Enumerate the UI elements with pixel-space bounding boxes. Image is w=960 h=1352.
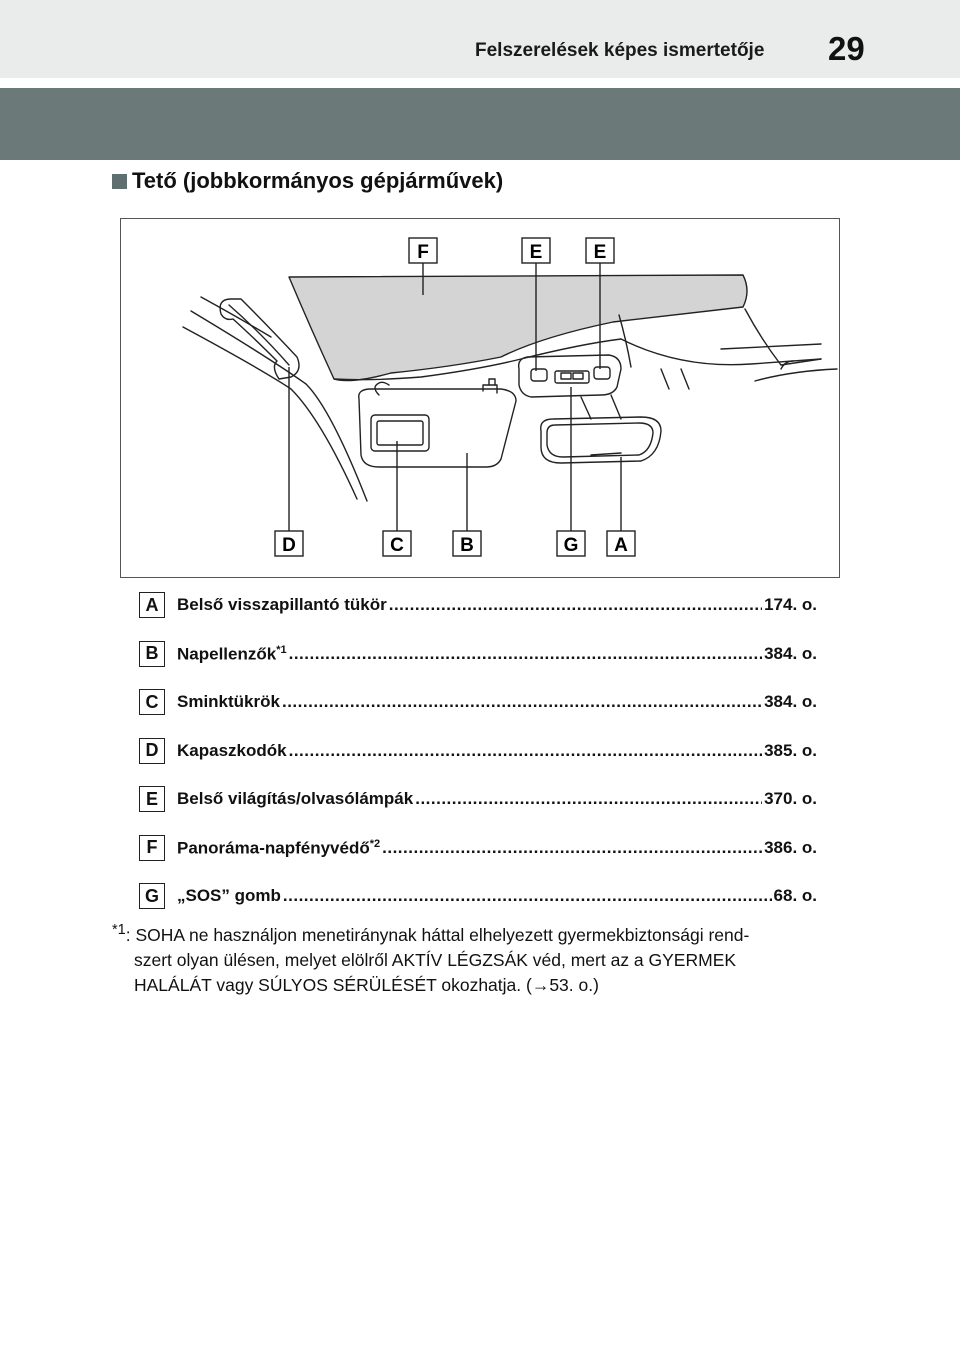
roof-illustration [120,218,840,578]
legend-entry [177,834,817,859]
dot-leader [289,741,762,761]
legend-entry [177,688,817,712]
callout-E-1 [522,238,550,263]
callout-C-text: C [390,535,404,556]
legend-letter-box: A [139,592,165,618]
legend-label: Sminktükrök [177,692,280,711]
legend-letter-box: E [139,786,165,812]
page-number: 29 [828,30,865,67]
callout-F-text: F [417,242,429,263]
legend-item-b [139,640,829,689]
callout-G [557,531,585,556]
callout-B [453,531,481,556]
legend-page-ref: 370. o. [764,789,817,808]
callout-E-2-text: E [593,242,607,263]
legend-page-ref: 384. o. [764,644,817,664]
legend-label: „SOS” gomb [177,886,281,905]
dot-leader [282,692,762,712]
footnote-line: HALÁLÁT vagy SÚLYOS SÉRÜLÉSÉT okozhatja. (→53. o.) [134,974,599,995]
legend-letter-box: D [139,738,165,764]
legend-label: Napellenzők$^{*1}$ [177,643,287,664]
legend-label: Belső visszapillantó tükör [177,595,387,614]
callout-A-text: A [614,535,628,556]
footnote-ref: *1 [276,643,287,656]
callout-A [607,531,635,556]
section-heading [112,168,503,194]
legend-entry [177,882,817,906]
dot-leader [289,644,762,664]
legend-entry [177,737,817,761]
callout-E-2 [586,238,614,263]
legend-entry [177,785,817,809]
dot-leader [389,595,762,615]
footnote-marker: *1 [112,922,126,938]
legend-item-e [139,785,829,834]
panoramic-roof-glass [289,275,747,381]
callout-F [409,238,437,263]
legend-item-a [139,591,829,640]
legend-label: Belső világítás/olvasólámpák [177,789,414,808]
legend-letter-box: G [139,883,165,909]
decorative-band [0,88,960,160]
roof-illustration-svg [121,219,838,576]
heading-bullet-icon [112,174,127,189]
legend-list [139,591,829,931]
footnote-line: $^{*1}$: SOHA ne használjon menetiránynak háttal elhelyezett gyermekbiztonsági rend- [112,922,750,945]
header-band [0,0,960,78]
legend-item-d [139,737,829,786]
dot-leader [415,789,762,809]
section-heading-text: Tető (jobbkormányos gépjárművek) [132,168,504,193]
legend-page-ref: 68. o. [773,886,817,905]
callout-B-text: B [460,535,474,556]
legend-page-ref: 174. o. [764,595,817,614]
legend-entry [177,640,817,665]
legend-page-ref: 384. o. [764,692,817,711]
callout-C [383,531,411,556]
callout-D [275,531,303,556]
footnote-ref: *2 [369,837,381,850]
footnote-line: szert olyan ülésen, melyet elölről AKTÍV LÉGZSÁK véd, mert az a GYERMEK [134,949,737,970]
callout-G-text: G [563,535,579,556]
legend-page-ref: 385. o. [764,740,817,760]
legend-entry [177,591,817,615]
footnote-text [112,918,832,998]
legend-letter-box: F [139,835,165,861]
callout-D-text: D [282,535,296,556]
dot-leader [382,838,762,858]
legend-letter-box: B [139,641,165,667]
legend-item-c [139,688,829,737]
legend-label: Panoráma-napfényvédő$^{*2}$ [177,837,381,858]
legend-page-ref: 386. o. [764,838,817,858]
running-header-title: Felszerelések képes ismertetője [475,40,765,61]
callout-E-1-text: E [529,242,543,263]
legend-item-f [139,834,829,883]
dot-leader [283,886,772,906]
legend-label: Kapaszkodók [177,740,287,760]
footnote [112,918,832,998]
legend-letter-box: C [139,689,165,715]
